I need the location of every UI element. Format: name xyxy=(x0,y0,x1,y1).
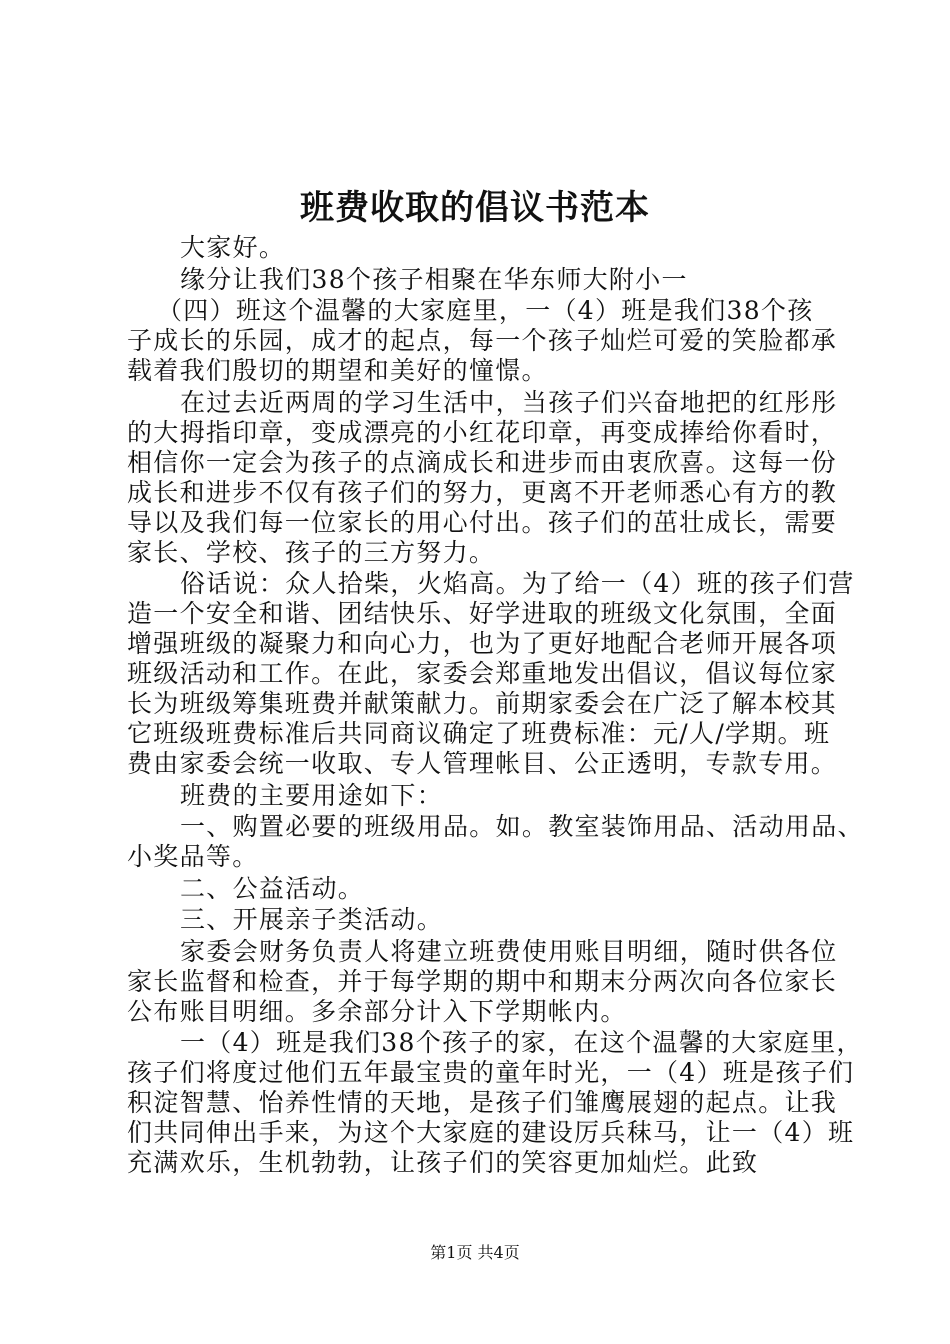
text-line: 的大拇指印章，变成漂亮的小红花印章，再变成捧给你看时， xyxy=(127,417,838,447)
list-item-activities xyxy=(127,905,887,935)
text-line: 一、购置必要的班级用品。如。教室装饰用品、活动用品、 xyxy=(180,812,864,841)
text-line: 载着我们殷切的期望和美好的憧憬。 xyxy=(127,356,548,385)
paragraph-progress xyxy=(127,388,887,568)
text-line: 班级活动和工作。在此，家委会郑重地发出倡议，倡议每位家 xyxy=(127,659,838,688)
text-line: 公布账目明细。多余部分计入下学期帐内。 xyxy=(127,996,627,1026)
list-item-supplies xyxy=(127,812,887,872)
paragraph-uses-heading xyxy=(127,781,887,811)
text-line: 成长和进步不仅有孩子们的努力，更离不开老师悉心有方的教 xyxy=(127,477,838,507)
text-line: 缘分让我们38个孩子相聚在华东师大附小一 xyxy=(180,264,688,294)
text-line: 相信你一定会为孩子的点滴成长和进步而由衷欣喜。这每一份 xyxy=(127,447,838,477)
paragraph-greeting xyxy=(127,233,887,263)
text-line: 长为班级筹集班费并献策献力。前期家委会在广泛了解本校其 xyxy=(127,689,838,718)
text-line: 二、公益活动。 xyxy=(180,873,365,903)
text-line: 三、开展亲子类活动。 xyxy=(180,905,444,934)
paragraph-intro xyxy=(127,265,887,295)
text-line: 家委会财务负责人将建立班费使用账目明细，随时供各位 xyxy=(180,936,838,966)
text-line: 费由家委会统一收取、专人管理帐目、公正透明，专款专用。 xyxy=(127,749,838,778)
list-item-charity xyxy=(127,874,887,904)
page-number-footer: 第1页 共4页 xyxy=(430,1243,520,1262)
paragraph-accounts xyxy=(127,937,887,1027)
text-line: 俗话说：众人拾柴，火焰高。为了给一（4）班的孩子们营 xyxy=(180,569,855,598)
text-line: 班费的主要用途如下： xyxy=(180,780,444,810)
text-line: （四）班这个温馨的大家庭里，一（4）班是我们38个孩 xyxy=(157,296,814,325)
text-line: 大家好。 xyxy=(180,233,286,262)
text-line: 积淀智慧、怡养性情的天地，是孩子们雏鹰展翅的起点。让我 xyxy=(127,1088,838,1117)
text-line: 在过去近两周的学习生活中，当孩子们兴奋地把的红彤彤 xyxy=(180,387,838,417)
paragraph-closing xyxy=(127,1028,887,1178)
paragraph-class-home xyxy=(127,296,887,386)
text-line: 小奖品等。 xyxy=(127,842,259,871)
text-line: 它班级班费标准后共同商议确定了班费标准：元/人/学期。班 xyxy=(127,719,831,748)
text-line: 一（4）班是我们38个孩子的家，在这个温馨的大家庭里， xyxy=(180,1028,863,1057)
text-line: 增强班级的凝聚力和向心力，也为了更好地配合老师开展各项 xyxy=(127,629,838,658)
text-line: 们共同伸出手来，为这个大家庭的建设厉兵秣马，让一（4）班 xyxy=(127,1118,855,1147)
paragraph-proposal xyxy=(127,569,887,779)
text-line: 孩子们将度过他们五年最宝贵的童年时光，一（4）班是孩子们 xyxy=(127,1058,855,1087)
text-line: 充满欢乐，生机勃勃，让孩子们的笑容更加灿烂。此致 xyxy=(127,1148,759,1177)
text-line: 家长监督和检查，并于每学期的期中和期末分两次向各位家长 xyxy=(127,966,838,996)
text-line: 造一个安全和谐、团结快乐、好学进取的班级文化氛围，全面 xyxy=(127,599,838,628)
text-line: 导以及我们每一位家长的用心付出。孩子们的茁壮成长，需要 xyxy=(127,507,838,537)
text-line: 家长、学校、孩子的三方努力。 xyxy=(127,537,496,567)
document-title: 班费收取的倡议书范本 xyxy=(300,188,650,228)
document-body xyxy=(127,233,887,1180)
text-line: 子成长的乐园，成才的起点，每一个孩子灿烂可爱的笑脸都承 xyxy=(127,326,838,355)
